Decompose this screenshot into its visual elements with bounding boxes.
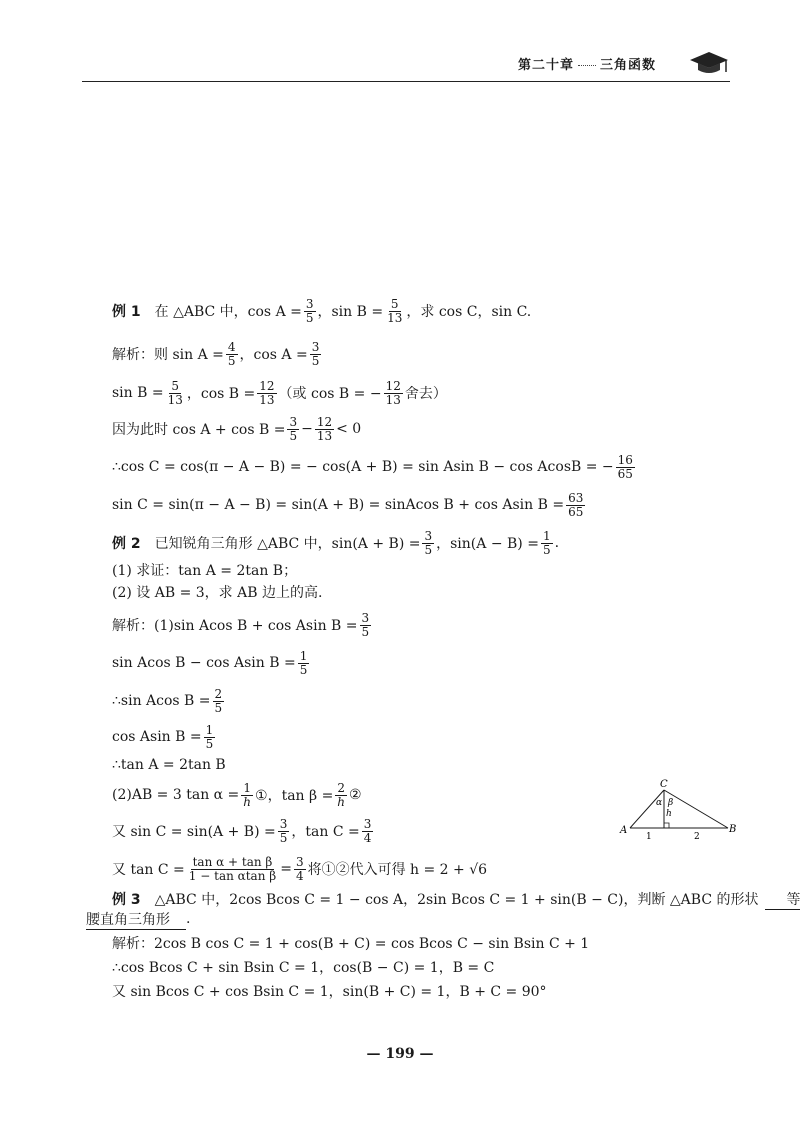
ex1-step-1 xyxy=(112,337,323,371)
text: 解析：2cos B cos C = 1 + cos(B + C) = cos Bcos C − sin Bsin C + 1 xyxy=(112,936,590,952)
text: 已知锐角三角形 △ABC 中，sin(A + B) = xyxy=(154,536,421,552)
label-alpha: α xyxy=(656,798,663,808)
fraction xyxy=(294,856,306,883)
numerator: 3 xyxy=(295,854,304,869)
text: 又 sin C = sin(A + B) = xyxy=(112,824,276,840)
ex1-step-3 xyxy=(112,412,361,446)
numerator: 12 xyxy=(259,378,275,393)
fraction xyxy=(310,341,322,368)
fraction xyxy=(204,724,216,751)
fraction xyxy=(241,782,253,809)
numerator: 3 xyxy=(311,339,320,354)
numerator: 4 xyxy=(227,339,236,354)
fraction xyxy=(385,298,404,325)
ex2-label: 例 2 xyxy=(112,536,141,552)
text: (1) 求证：tan A = 2tan B； xyxy=(112,563,298,579)
fraction xyxy=(541,530,553,557)
fraction xyxy=(257,380,276,407)
ex2-step-2 xyxy=(112,646,311,680)
text: . xyxy=(554,535,560,551)
denominator: 13 xyxy=(259,392,275,407)
denominator: 13 xyxy=(316,428,333,443)
text: ∴sin Acos B = xyxy=(112,693,211,709)
fraction xyxy=(362,818,374,845)
numerator: 5 xyxy=(171,378,180,393)
text: ∴cos C = cos(π − A − B) = − cos(A + B) = sin Asin B − cos AcosB = − xyxy=(112,459,614,475)
numerator: 1 xyxy=(243,780,251,795)
fraction xyxy=(287,416,299,443)
denominator: 5 xyxy=(289,428,298,443)
side-ac xyxy=(630,790,664,828)
fraction xyxy=(166,380,185,407)
label-beta: β xyxy=(668,798,674,808)
text: ，sin B = xyxy=(317,304,384,320)
text: = xyxy=(280,861,292,877)
text: 舍去） xyxy=(404,386,447,402)
denominator: 5 xyxy=(279,830,288,845)
denominator: 5 xyxy=(305,310,314,325)
label-seg-1: 1 xyxy=(646,832,652,842)
text: . xyxy=(186,911,191,927)
numerator: 12 xyxy=(316,414,333,429)
text: sin Acos B − cos Asin B = xyxy=(112,655,296,671)
answer-blank: 等 xyxy=(765,889,800,910)
numerator: 1 xyxy=(299,648,308,663)
vertex-a: A xyxy=(620,825,628,836)
text: < 0 xyxy=(336,421,362,437)
text: ② xyxy=(349,787,362,803)
text: ，sin(A − B) = xyxy=(436,536,539,552)
numerator: 3 xyxy=(279,816,288,831)
ex2-step-7 xyxy=(112,814,375,848)
text: 解析：则 sin A = xyxy=(112,347,224,363)
text: cos Asin B = xyxy=(112,729,202,745)
text: 将①②代入可得 h = 2 + √6 xyxy=(307,862,488,878)
graduation-cap-icon xyxy=(688,48,730,76)
denominator: 5 xyxy=(299,662,308,677)
ex2-step-1 xyxy=(112,608,373,642)
numerator: 1 xyxy=(205,722,214,737)
denominator: 4 xyxy=(363,830,372,845)
denominator: 5 xyxy=(205,736,214,751)
ex2-step-4 xyxy=(112,720,217,754)
label-h: h xyxy=(666,809,672,819)
side-cb xyxy=(664,790,728,828)
ex3-problem xyxy=(112,882,800,916)
fraction xyxy=(360,612,372,639)
numerator: tan α + tan β xyxy=(192,854,273,869)
denominator: 13 xyxy=(385,392,401,407)
fraction xyxy=(226,341,238,368)
text: 解析：(1)sin Acos B + cos Asin B = xyxy=(112,618,358,634)
numerator: 3 xyxy=(424,528,433,543)
text: ，tan C = xyxy=(291,824,360,840)
fraction xyxy=(616,454,635,481)
numerator: 5 xyxy=(390,296,399,311)
ex3-step-3 xyxy=(112,978,547,1004)
label-seg-2: 2 xyxy=(694,832,700,842)
denominator: 13 xyxy=(387,310,403,325)
denominator: 65 xyxy=(568,504,584,519)
denominator: h xyxy=(243,794,252,809)
ex1-problem xyxy=(112,294,531,328)
fraction xyxy=(298,650,310,677)
text: (2) 设 AB = 3，求 AB 边上的高. xyxy=(112,585,323,601)
fraction xyxy=(187,856,278,883)
chapter-number: 第二十章 xyxy=(517,58,574,73)
denominator: 5 xyxy=(424,542,433,557)
numerator: 12 xyxy=(385,378,401,393)
fraction xyxy=(304,298,316,325)
text: 因为此时 cos A + cos B = xyxy=(112,422,286,438)
ex3-step-2 xyxy=(112,954,494,980)
page-number: — 199 — xyxy=(366,1046,434,1062)
numerator: 1 xyxy=(542,528,551,543)
denominator: 13 xyxy=(167,392,183,407)
text: （或 cos B = − xyxy=(278,386,382,402)
header-rule xyxy=(82,81,730,82)
denominator: 5 xyxy=(311,353,320,368)
denominator: 5 xyxy=(361,624,370,639)
numerator: 63 xyxy=(568,490,584,505)
right-angle-mark xyxy=(664,823,669,828)
text: ∴tan A = 2tan B xyxy=(112,757,226,773)
ex2-question-1 xyxy=(112,558,297,582)
numerator: 3 xyxy=(289,414,298,429)
text: 又 tan C = xyxy=(112,862,185,878)
fraction xyxy=(384,380,403,407)
denominator: 4 xyxy=(295,868,304,883)
ex1-step-2 xyxy=(112,376,447,410)
fraction xyxy=(422,530,434,557)
fraction xyxy=(213,688,225,715)
ex2-problem xyxy=(112,526,559,560)
ex2-step-3 xyxy=(112,684,226,718)
fraction xyxy=(566,492,585,519)
text: 在 △ABC 中，cos A = xyxy=(154,304,302,320)
page-header xyxy=(82,46,730,82)
vertex-b: B xyxy=(729,824,737,835)
ex2-step-8 xyxy=(112,852,487,886)
ex2-question-2 xyxy=(112,580,322,604)
denominator: 5 xyxy=(227,353,236,368)
chapter-name: 三角函数 xyxy=(599,58,656,73)
numerator: 16 xyxy=(617,452,633,467)
numerator: 3 xyxy=(363,816,372,831)
text: ，cos B = xyxy=(186,386,256,402)
ex2-step-5 xyxy=(112,752,226,778)
text: ，求 cos C，sin C. xyxy=(406,304,532,320)
text: ，cos A = xyxy=(239,347,308,363)
text: (2)AB = 3 tan α = xyxy=(112,787,240,803)
ex1-step-5 xyxy=(112,488,587,522)
ex3-label: 例 3 xyxy=(112,892,141,908)
ex3-step-1 xyxy=(112,930,589,956)
text: 又 sin Bcos C + cos Bsin C = 1，sin(B + C) = 1，B + C = 90° xyxy=(112,984,547,1000)
answer-blank-cont: 腰直角三角形 xyxy=(86,909,186,930)
vertex-c: C xyxy=(660,779,668,790)
text: sin C = sin(π − A − B) = sin(A + B) = sinAcos B + cos Asin B = xyxy=(112,497,565,513)
text: − xyxy=(301,421,313,437)
fraction xyxy=(335,782,347,809)
text: ∴cos Bcos C + sin Bsin C = 1，cos(B − C) = 1，B = C xyxy=(112,960,495,976)
denominator: 5 xyxy=(214,700,223,715)
triangle-figure xyxy=(618,778,738,842)
fraction xyxy=(315,416,334,443)
text: ①，tan β = xyxy=(255,788,334,804)
numerator: 2 xyxy=(337,780,345,795)
numerator: 3 xyxy=(305,296,314,311)
denominator: 65 xyxy=(617,466,633,481)
ex1-step-4 xyxy=(112,450,637,484)
numerator: 2 xyxy=(214,686,223,701)
ex3-problem-cont xyxy=(86,906,190,932)
denominator: 5 xyxy=(542,542,551,557)
text: △ABC 中，2cos Bcos C = 1 − cos A，2sin Bcos C = 1 + sin(B − C)，判断 △ABC 的形状 xyxy=(154,892,759,908)
fraction xyxy=(278,818,290,845)
text: sin B = xyxy=(112,385,164,401)
chapter-title xyxy=(518,54,656,73)
numerator: 3 xyxy=(361,610,370,625)
ex2-step-6 xyxy=(112,778,362,812)
ex1-label: 例 1 xyxy=(112,304,141,320)
denominator: h xyxy=(337,794,346,809)
denominator: 1 − tan αtan β xyxy=(188,868,277,883)
